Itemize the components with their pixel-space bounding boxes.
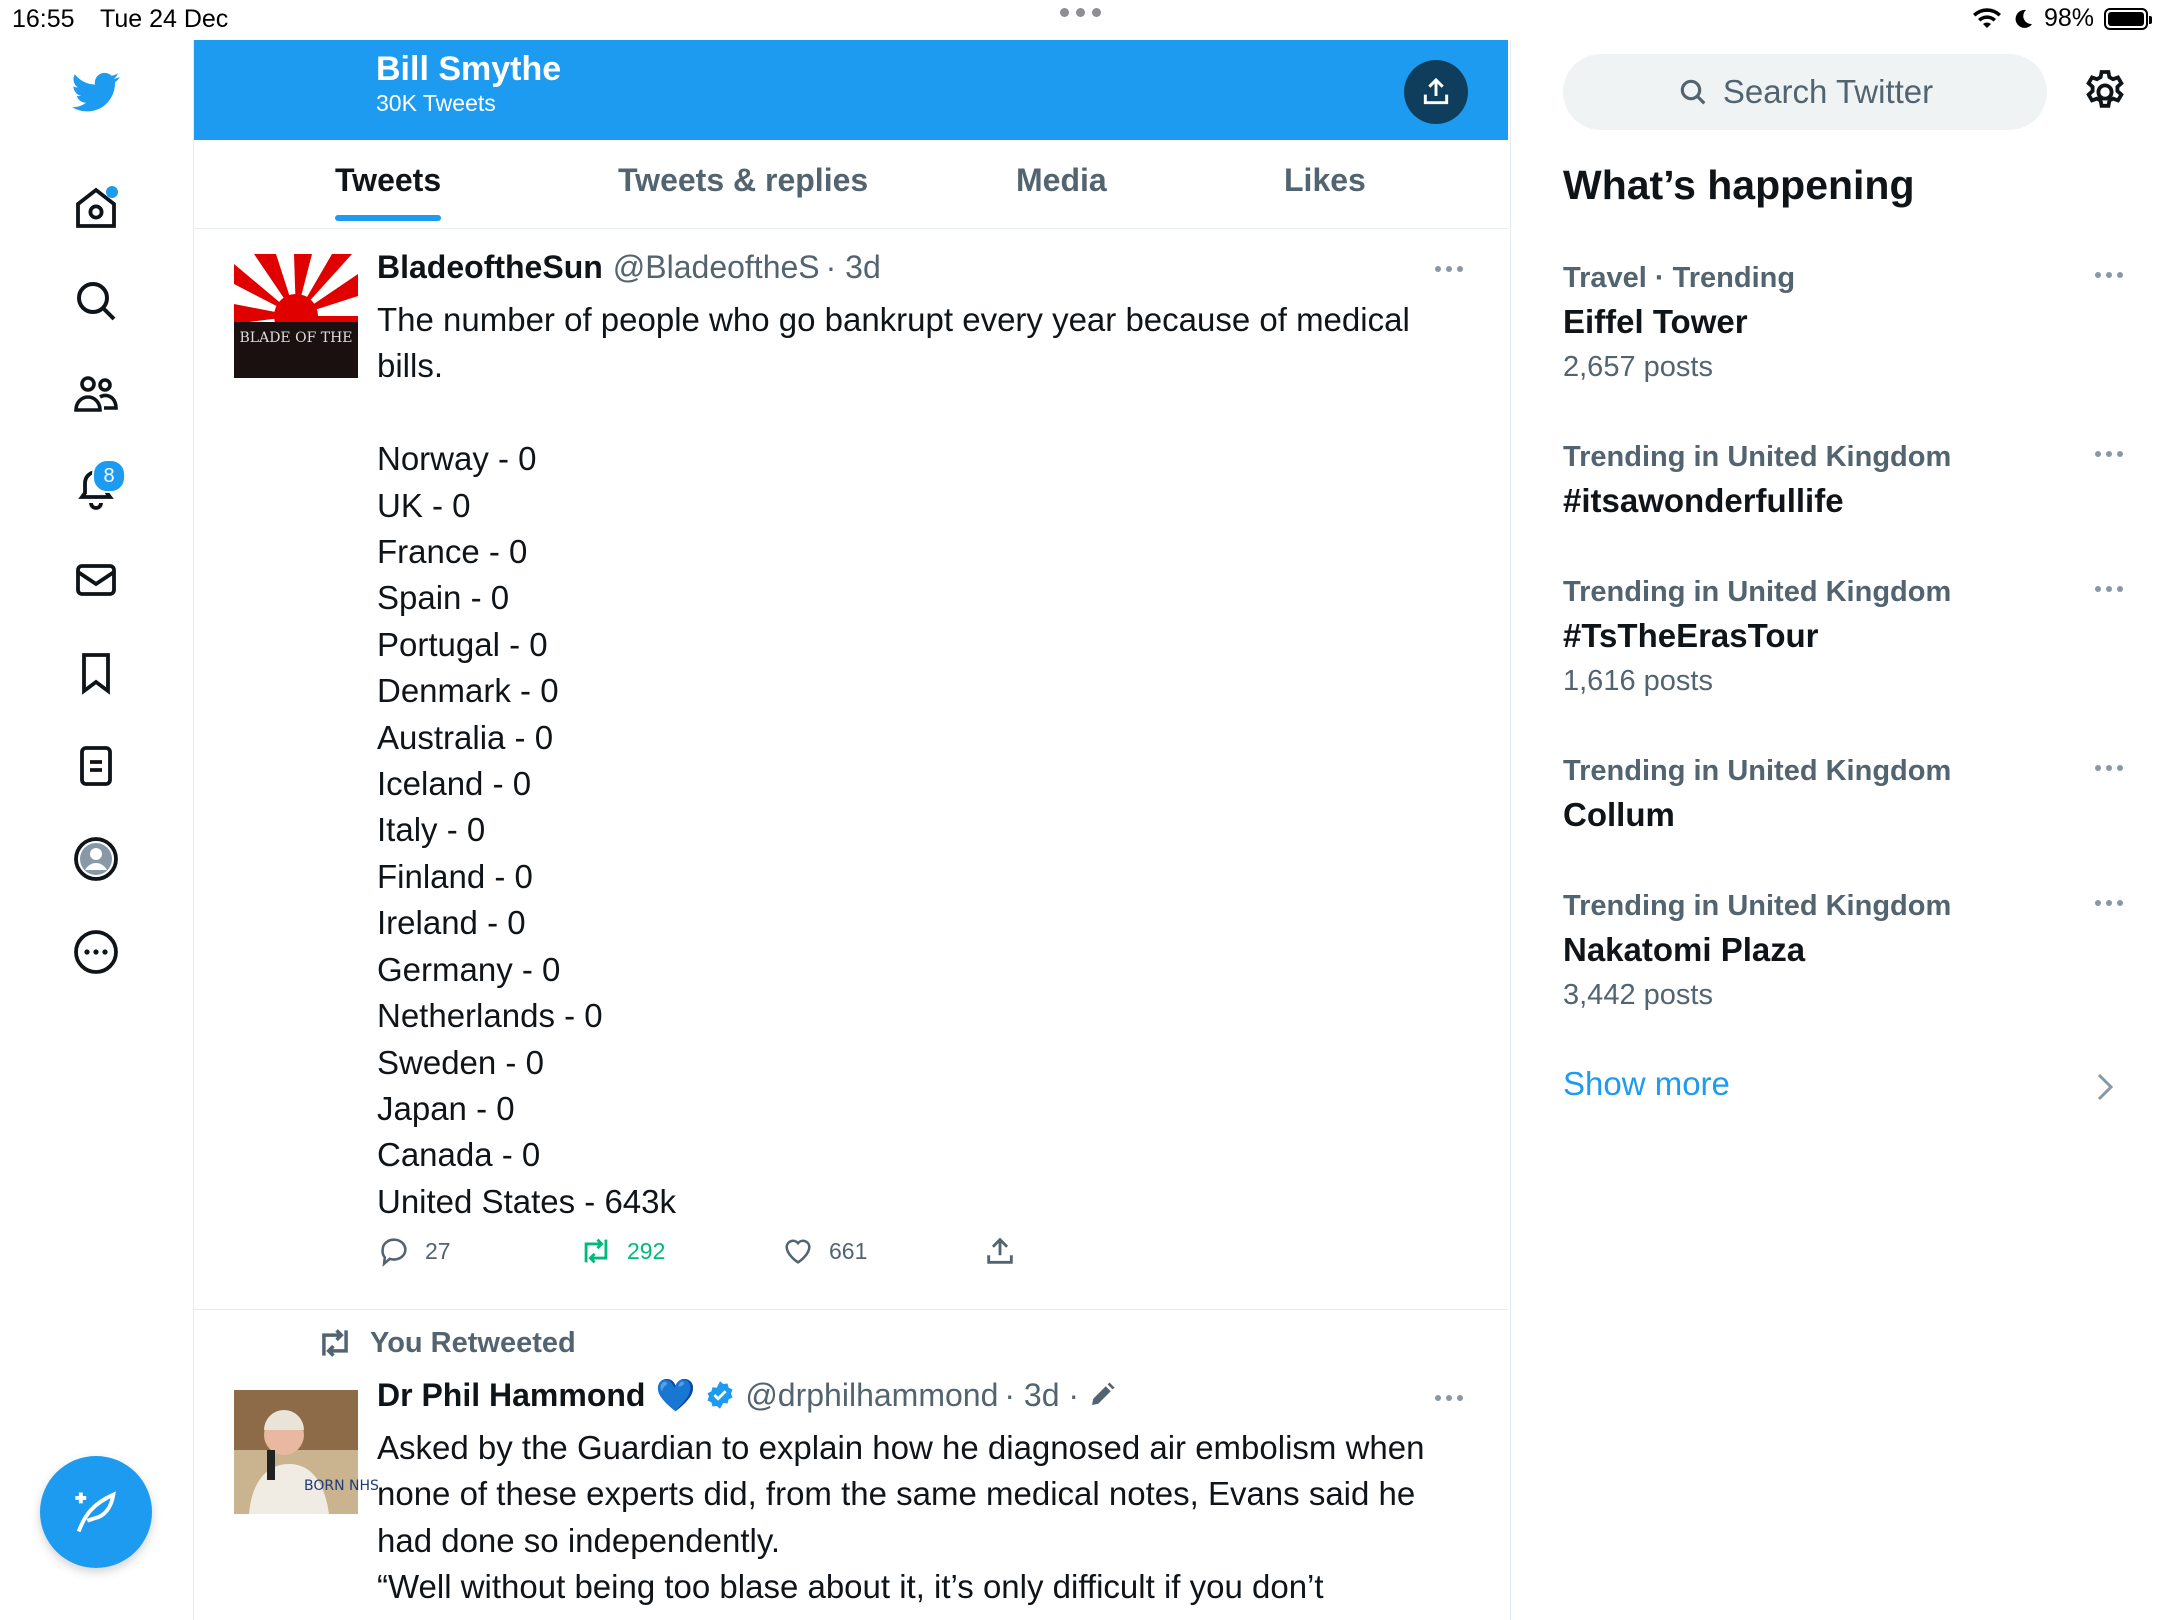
trend-context: Trending in United Kingdom <box>1563 890 1952 922</box>
retweet-context <box>316 1324 576 1362</box>
tweet-header <box>377 249 881 286</box>
compose-tweet-button[interactable] <box>40 1456 152 1568</box>
trend-item[interactable] <box>1563 755 2123 834</box>
trend-more-button[interactable] <box>2095 900 2123 906</box>
trend-posts: 2,657 posts <box>1563 351 1713 383</box>
nav-profile[interactable] <box>66 829 126 889</box>
timeline <box>194 229 1508 1620</box>
status-date: Tue 24 Dec <box>100 5 229 33</box>
trend-more-button[interactable] <box>2095 765 2123 771</box>
tweet-author-name[interactable]: Dr Phil Hammond <box>377 1376 646 1413</box>
status-bar <box>0 0 2160 40</box>
profile-name: Bill Smythe <box>376 50 562 88</box>
nav-more[interactable] <box>66 922 126 982</box>
nav-lists[interactable] <box>66 736 126 796</box>
trend-topic: Eiffel Tower <box>1563 303 1748 340</box>
status-time: 16:55 <box>12 5 75 33</box>
retweet-icon <box>316 1324 354 1362</box>
nav-bookmarks[interactable] <box>66 643 126 703</box>
trend-context: Trending in United Kingdom <box>1563 441 1952 473</box>
retweet-context-label[interactable]: You Retweeted <box>370 1326 576 1359</box>
like-count: 661 <box>829 1237 868 1264</box>
tweet-time: · 3d <box>825 249 881 285</box>
nav-messages[interactable] <box>66 550 126 610</box>
moon-icon <box>2012 8 2034 30</box>
trend-more-button[interactable] <box>2095 272 2123 278</box>
profile-icon <box>72 835 120 883</box>
tweet-more-button[interactable] <box>1435 1395 1463 1401</box>
more-circle-icon <box>72 928 120 976</box>
profile-tweet-count: 30K Tweets <box>376 90 496 116</box>
heart-icon <box>781 1234 815 1268</box>
retweet-count: 292 <box>627 1237 666 1264</box>
tab-tweets-replies[interactable]: Tweets & replies <box>618 162 869 198</box>
verified-badge-icon <box>705 1380 735 1410</box>
search-placeholder: Search Twitter <box>1722 73 1934 110</box>
tweet-divider <box>194 1309 1508 1310</box>
notifications-badge: 8 <box>92 459 126 493</box>
avatar[interactable] <box>234 1390 379 1514</box>
trend-item[interactable] <box>1563 441 2123 520</box>
trend-item[interactable] <box>1563 262 2123 384</box>
tweet-actions <box>377 1234 1185 1268</box>
reply-button[interactable] <box>377 1234 579 1268</box>
reply-icon <box>377 1234 411 1268</box>
show-more-link[interactable]: Show more <box>1563 1065 1730 1102</box>
mail-icon <box>72 556 120 604</box>
trend-topic: Nakatomi Plaza <box>1563 931 1806 968</box>
trend-item[interactable] <box>1563 890 2123 1012</box>
nav-notifications[interactable] <box>66 457 126 517</box>
battery-percent: 98% <box>2043 4 2094 32</box>
nav-explore[interactable] <box>66 271 126 331</box>
search-icon <box>1677 76 1709 108</box>
battery-icon <box>2104 8 2148 30</box>
reply-count: 27 <box>425 1237 451 1264</box>
home-unread-dot <box>106 186 118 198</box>
tweet-more-button[interactable] <box>1435 266 1463 272</box>
trend-context: Trending in United Kingdom <box>1563 755 1952 787</box>
twitter-logo-icon[interactable] <box>66 62 126 122</box>
right-sidebar <box>1510 40 2161 1620</box>
compose-feather-icon <box>70 1486 122 1538</box>
search-icon <box>72 277 120 325</box>
tweet-header <box>377 1376 1117 1414</box>
trend-posts: 1,616 posts <box>1563 665 1713 697</box>
tab-likes[interactable]: Likes <box>1284 162 1366 198</box>
edited-pencil-icon[interactable] <box>1087 1380 1117 1410</box>
share-tweet-button[interactable] <box>983 1234 1185 1268</box>
tweet-text: The number of people who go bankrupt every year because of medical bills. Norway - 0 UK - 0 France - 0 Spain - 0 Portugal - 0 Denmark - 0 Australia - 0 Iceland - 0 Italy - 0 Finland - 0 Ireland - 0 Germany - 0 Netherlands - 0 Sweden - 0 Japan - 0 Canada - 0 United States - 643k <box>377 301 1410 1220</box>
tweet-text: Asked by the Guardian to explain how he diagnosed air embolism when none of these experts did, from the same medical notes, Evans said he had done so independently. “Well without being too blase about it, it’s only difficult if you don’t <box>377 1429 1425 1606</box>
chevron-right-icon <box>2094 1072 2116 1102</box>
side-nav <box>0 40 194 1620</box>
trend-topic: Collum <box>1563 796 1675 833</box>
tab-media[interactable]: Media <box>1016 162 1107 198</box>
profile-header <box>194 40 1508 140</box>
bookmark-icon <box>72 649 120 697</box>
trend-more-button[interactable] <box>2095 451 2123 457</box>
avatar[interactable] <box>234 254 358 378</box>
trend-item[interactable] <box>1563 576 2123 698</box>
tweet-author-name[interactable]: BladeoftheSun <box>377 249 603 285</box>
trend-topic: #itsawonderfullife <box>1563 482 1844 519</box>
retweet-button[interactable] <box>579 1234 781 1268</box>
like-button[interactable] <box>781 1234 983 1268</box>
profile-tabs <box>194 140 1508 229</box>
trend-topic: #TsTheErasTour <box>1563 617 1819 654</box>
nav-communities[interactable] <box>66 364 126 424</box>
tab-tweets[interactable]: Tweets <box>335 162 442 198</box>
avatar-shirt-text: BORN NHS <box>304 1478 379 1494</box>
multitasking-dots[interactable] <box>1060 8 1101 17</box>
gear-icon[interactable] <box>2081 68 2129 116</box>
whats-happening-title: What’s happening <box>1563 162 1915 208</box>
tweet-handle[interactable]: @drphilhammond <box>745 1376 999 1413</box>
nav-home[interactable] <box>66 178 126 238</box>
share-icon <box>1420 76 1452 108</box>
communities-icon <box>72 370 120 418</box>
tweet-handle[interactable]: @BladeoftheS <box>612 249 820 285</box>
trend-posts: 3,442 posts <box>1563 979 1713 1011</box>
trend-more-button[interactable] <box>2095 586 2123 592</box>
blue-heart-emoji: 💙 <box>655 1377 696 1413</box>
tweet-time: · 3d · <box>1004 1376 1080 1413</box>
search-input[interactable] <box>1563 54 2047 130</box>
share-profile-button[interactable] <box>1404 60 1468 124</box>
trend-context: Trending in United Kingdom <box>1563 576 1952 608</box>
retweet-icon <box>579 1234 613 1268</box>
list-icon <box>72 742 120 790</box>
avatar-logo-text: BLADE OF THE <box>239 330 353 346</box>
share-icon <box>983 1234 1017 1268</box>
trend-context: Travel · Trending <box>1563 262 1796 294</box>
wifi-icon <box>1972 8 2002 30</box>
